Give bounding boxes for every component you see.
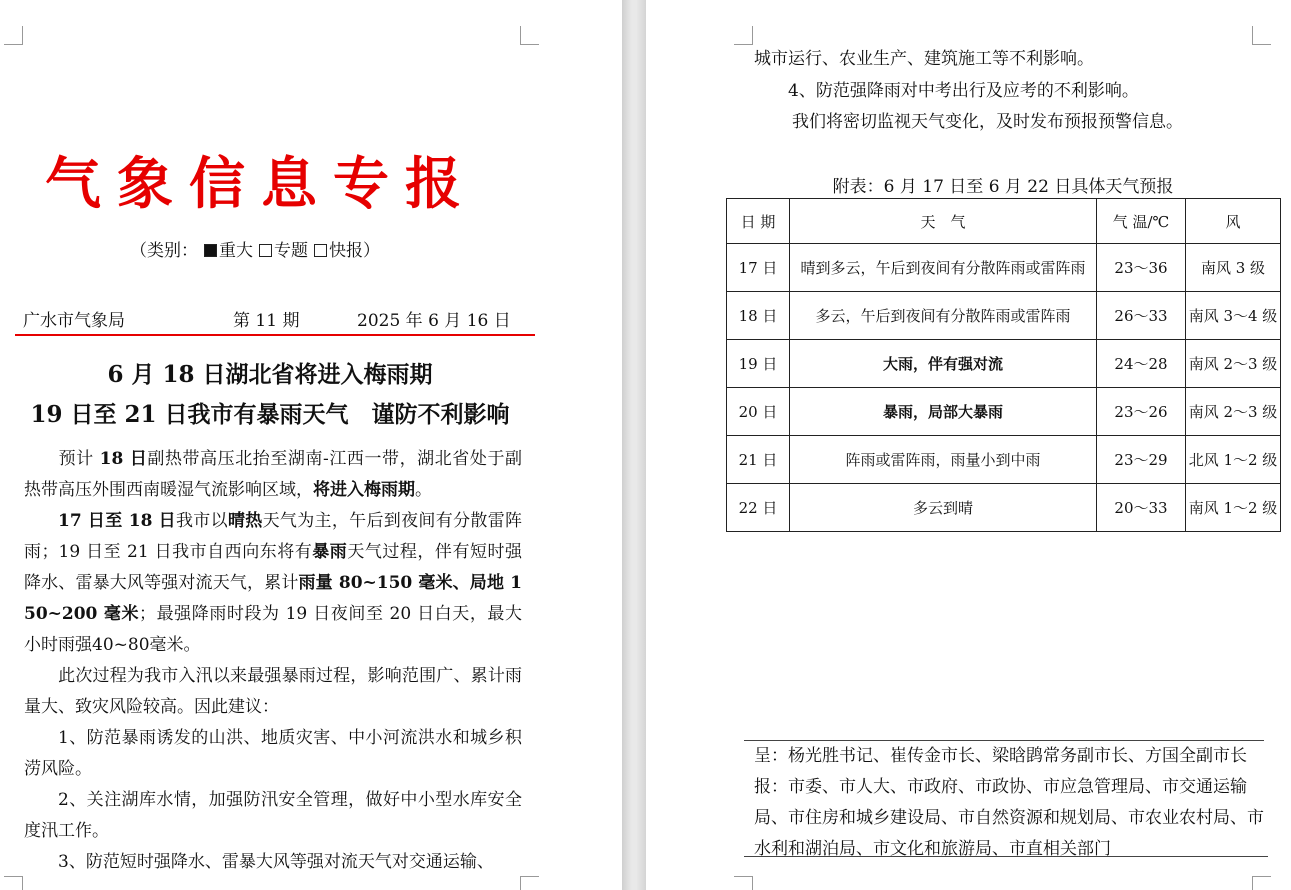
category-line: [130, 236, 380, 261]
recommendation-2: 2、关注湖库水情，加强防汛安全管理，做好中小型水库安全度汛工作。: [24, 790, 522, 841]
distribution-bottom-rule: [744, 856, 1268, 857]
recommendation-4: 4、防范强降雨对中考出行及应考的不利影响。: [788, 81, 1139, 101]
paragraph-2: 17 日至 18 日我市以晴热天气为主，午后到夜间有分散雷阵雨；19 日至 21 日我市自西向东将有暴雨天气过程，伴有短时强降水、雷暴大风等强对流天气，累计雨量 80~150 毫米、局地 150~200 毫米；最强降雨时段为 19 日夜间至 20 日白天，最大小时雨强40~80毫米。: [24, 511, 523, 655]
cell-temperature: 23～26: [1097, 388, 1186, 436]
header-temperature: 气 温/℃: [1097, 199, 1186, 244]
issue-info-line: [15, 306, 535, 336]
table-row: [727, 436, 1281, 484]
masthead-title: 气象信息专报: [45, 152, 477, 217]
cell-date: 20 日: [727, 388, 790, 436]
continued-line: 城市运行、农业生产、建筑施工等不利影响。: [754, 49, 1094, 69]
header-date: 日 期: [727, 199, 790, 244]
crop-mark: [1252, 26, 1271, 45]
category-option: 专题: [274, 241, 308, 261]
category-prefix: （类别：: [130, 241, 198, 261]
crop-mark: [4, 876, 23, 890]
distribution-report: 报：市委、市人大、市政府、市政协、市应急管理局、市交通运输局、市住房和城乡建设局、市自然资源和规划局、市农业农村局、市水利和湖泊局、市文化和旅游局、市直相关部门: [754, 777, 1264, 859]
table-row: [727, 484, 1281, 532]
crop-mark: [520, 876, 539, 890]
cell-wind: 南风 2～3 级: [1186, 340, 1281, 388]
headline-2: 19 日至 21 日我市有暴雨天气 谨防不利影响: [30, 401, 510, 428]
cell-wind: 南风 1～2 级: [1186, 484, 1281, 532]
cell-temperature: 26～33: [1097, 292, 1186, 340]
category-suffix: ）: [363, 241, 380, 261]
checkbox-empty-icon: [314, 244, 327, 257]
table-header-row: [727, 199, 1281, 244]
crop-mark: [1252, 876, 1271, 890]
cell-weather: 阵雨或雷阵雨，雨量小到中雨: [790, 436, 1097, 484]
recommendation-1: 1、防范暴雨诱发的山洪、地质灾害、中小河流洪水和城乡积涝风险。: [24, 728, 522, 779]
table-title: 附表：6 月 17 日至 6 月 22 日具体天气预报: [832, 177, 1174, 197]
cell-weather: 晴到多云，午后到夜间有分散阵雨或雷阵雨: [790, 244, 1097, 292]
agency-name: 广水市气象局: [23, 311, 125, 331]
issue-date: 2025 年 6 月 16 日: [357, 311, 511, 331]
table-row: [727, 292, 1281, 340]
category-option: 快报: [329, 241, 363, 261]
crop-mark: [734, 876, 753, 890]
cell-weather: 多云到晴: [790, 484, 1097, 532]
cell-date: 21 日: [727, 436, 790, 484]
table-row: [727, 340, 1281, 388]
cell-temperature: 23～36: [1097, 244, 1186, 292]
cell-temperature: 23～29: [1097, 436, 1186, 484]
crop-mark: [520, 26, 539, 45]
header-wind: 风: [1186, 199, 1281, 244]
cell-wind: 南风 3 级: [1186, 244, 1281, 292]
page-gutter: [622, 0, 646, 890]
checkbox-checked-icon: [204, 244, 217, 257]
cell-date: 18 日: [727, 292, 790, 340]
crop-mark: [4, 26, 23, 45]
checkbox-empty-icon: [259, 244, 272, 257]
cell-weather: 多云，午后到夜间有分散阵雨或雷阵雨: [790, 292, 1097, 340]
paragraph-1: 预计 18 日副热带高压北抬至湖南-江西一带，湖北省处于副热带高压外围西南暖湿气流影响区域，将进入梅雨期。: [24, 449, 523, 500]
category-option: 重大: [219, 241, 253, 261]
forecast-table: [726, 198, 1281, 532]
cell-date: 19 日: [727, 340, 790, 388]
closing-statement: 我们将密切监视天气变化，及时发布预报预警信息。: [792, 112, 1183, 132]
cell-wind: 南风 3～4 级: [1186, 292, 1281, 340]
distribution-submit: 呈：杨光胜书记、崔传金市长、梁晗鹍常务副市长、方国全副市长: [754, 746, 1247, 766]
recommendation-3: 3、防范短时强降水、雷暴大风等强对流天气对交通运输、: [58, 852, 494, 872]
paragraph-3: 此次过程为我市入汛以来最强暴雨过程，影响范围广、累计雨量大、致灾风险较高。因此建议：: [24, 666, 522, 717]
headline-1: 6 月 18 日湖北省将进入梅雨期: [107, 361, 433, 388]
header-weather: 天 气: [790, 199, 1097, 244]
cell-temperature: 24～28: [1097, 340, 1186, 388]
document-page-left: [0, 0, 622, 890]
cell-weather: 大雨，伴有强对流: [790, 340, 1097, 388]
cell-wind: 北风 1～2 级: [1186, 436, 1281, 484]
cell-temperature: 20～33: [1097, 484, 1186, 532]
cell-weather: 暴雨，局部大暴雨: [790, 388, 1097, 436]
issue-number: 第 11 期: [233, 311, 300, 331]
crop-mark: [734, 26, 753, 45]
cell-wind: 南风 2～3 级: [1186, 388, 1281, 436]
table-row: [727, 244, 1281, 292]
table-row: [727, 388, 1281, 436]
cell-date: 22 日: [727, 484, 790, 532]
cell-date: 17 日: [727, 244, 790, 292]
